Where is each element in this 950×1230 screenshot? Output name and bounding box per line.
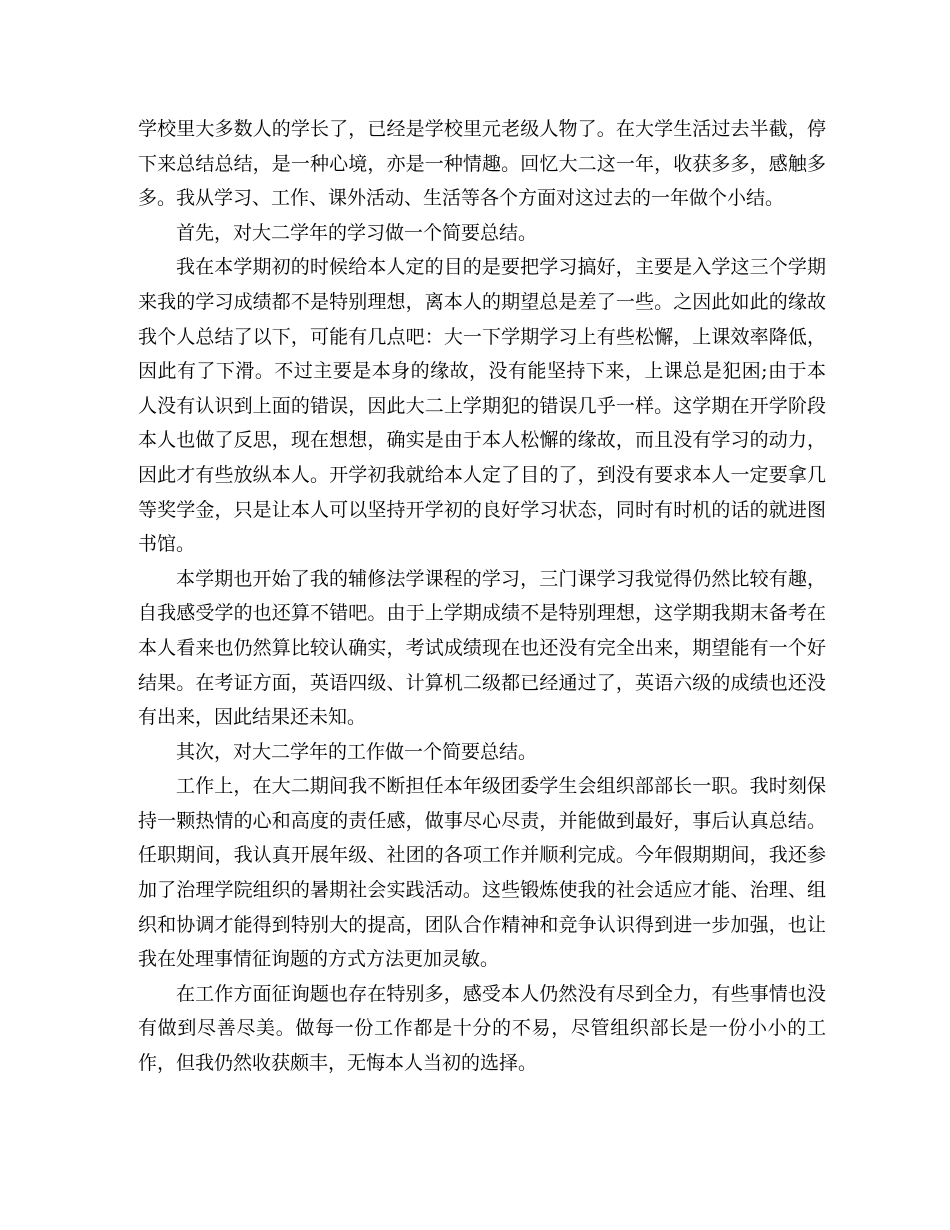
paragraph-study-heading: 首先，对大二学年的学习做一个简要总结。 bbox=[176, 221, 538, 244]
paragraph-law-minor: 本学期也开始了我的辅修法学课程的学习，三门课学习我觉得仍然比较有趣，自我感受学的也还算不错吧。由于上学期成绩不是特别理想，这学期我期末备考在本人看来也仍然算比较认确实，考试成绩现在也还没有完全出来，期望能有一个好结果。在考证方面，英语四级、计算机二级都已经通过了，英语六级的成绩也还没有出来，因此结果还未知。 bbox=[138, 567, 826, 729]
paragraph-work-reflection: 在工作方面征询题也存在特别多，感受本人仍然没有尽到全力，有些事情也没有做到尽善尽美。做每一份工作都是十分的不易，尽管组织部长是一份小小的工作，但我仍然收获颇丰，无悔本人当初的选择。 bbox=[138, 982, 826, 1075]
paragraph-work-details: 工作上，在大二期间我不断担任本年级团委学生会组织部部长一职。我时刻保持一颗热情的心和高度的责任感，做事尽心尽责，并能做到最好，事后认真总结。任职期间，我认真开展年级、社团的各项工作并顺利完成。今年假期期间，我还参加了治理学院组织的暑期社会实践活动。这些锻炼使我的社会适应才能、治理、组织和协调才能得到特别大的提高，团队合作精神和竞争认识得到进一步加强，也让我在处理事情征询题的方式方法更加灵敏。 bbox=[138, 775, 826, 971]
document-page bbox=[138, 112, 826, 1081]
paragraph-intro: 学校里大多数人的学长了，已经是学校里元老级人物了。在大学生活过去半截，停下来总结总结，是一种心境，亦是一种情趣。回忆大二这一年，收获多多，感触多多。我从学习、工作、课外活动、生活等各个方面对这过去的一年做个小结。 bbox=[138, 118, 826, 210]
paragraph-study-goals: 我在本学期初的时候给本人定的目的是要把学习搞好，主要是入学这三个学期来我的学习成绩都不是特别理想，离本人的期望总是差了一些。之因此如此的缘故我个人总结了以下，可能有几点吧：大一下学期学习上有些松懈，上课效率降低，因此有了下滑。不过主要是本身的缘故，没有能坚持下来，上课总是犯困;由于本人没有认识到上面的错误，因此大二上学期犯的错误几乎一样。这学期在开学阶段本人也做了反思，现在想想，确实是由于本人松懈的缘故，而且没有学习的动力，因此才有些放纵本人。开学初我就给本人定了目的了，到没有要求本人一定要拿几等奖学金，只是让本人可以坚持开学初的良好学习状态，同时有时机的话的就进图书馆。 bbox=[138, 256, 826, 556]
paragraph-work-heading: 其次，对大二学年的工作做一个简要总结。 bbox=[176, 740, 538, 763]
